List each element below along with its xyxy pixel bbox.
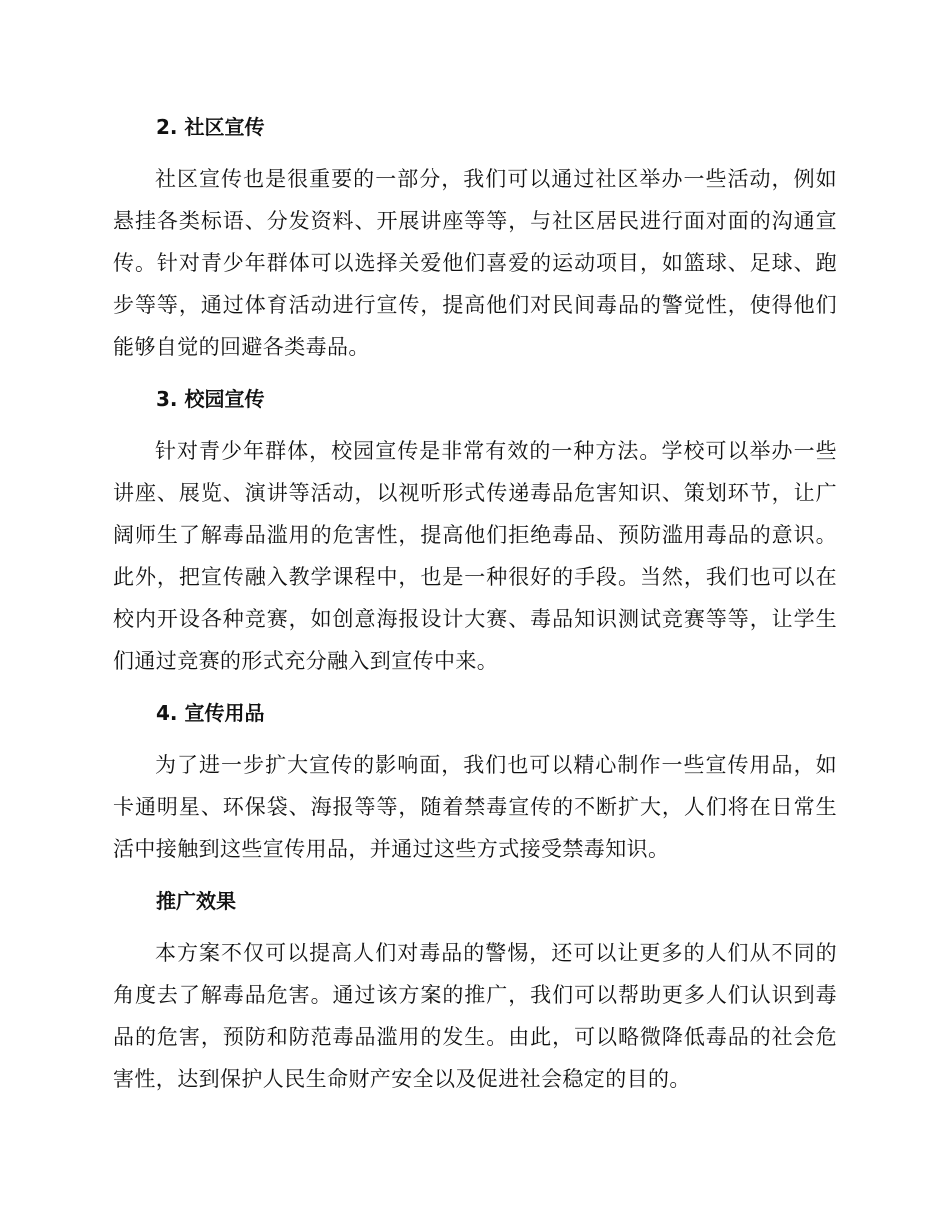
section-body-community: 社区宣传也是很重要的一部分，我们可以通过社区举办一些活动，例如悬挂各类标语、分发资料、开展讲座等等，与社区居民进行面对面的沟通宣传。针对青少年群体可以选择关爱他们喜爱的运动项目，如篮球、足球、跑步等等，通过体育活动进行宣传，提高他们对民间毒品的警觉性，使得他们能够自觉的回避各类毒品。 bbox=[113, 167, 837, 359]
section-body-campus: 针对青少年群体，校园宣传是非常有效的一种方法。学校可以举办一些讲座、展览、演讲等活动，以视听形式传递毒品危害知识、策划环节，让广阔师生了解毒品滥用的危害性，提高他们拒绝毒品、预防滥用毒品的意识。此外，把宣传融入教学课程中，也是一种很好的手段。当然，我们也可以在校内开设各种竞赛，如创意海报设计大赛、毒品知识测试竞赛等等，让学生们通过竞赛的形式充分融入到宣传中来。 bbox=[113, 439, 837, 673]
document-page bbox=[113, 106, 837, 1110]
section-heading-community: 2. 社区宣传 bbox=[156, 115, 265, 139]
section-body-promo-items: 为了进一步扩大宣传的影响面，我们也可以精心制作一些宣传用品，如卡通明星、环保袋、海报等等，随着禁毒宣传的不断扩大，人们将在日常生活中接触到这些宣传用品，并通过这些方式接受禁毒知识。 bbox=[113, 753, 837, 861]
section-body-effect: 本方案不仅可以提高人们对毒品的警惕，还可以让更多的人们从不同的角度去了解毒品危害。通过该方案的推广，我们可以帮助更多人们认识到毒品的危害，预防和防范毒品滥用的发生。由此，可以略微降低毒品的社会危害性，达到保护人民生命财产安全以及促进社会稳定的目的。 bbox=[113, 941, 837, 1091]
section-heading-campus: 3. 校园宣传 bbox=[156, 387, 265, 411]
section-heading-effect: 推广效果 bbox=[156, 889, 236, 913]
section-heading-promo-items: 4. 宣传用品 bbox=[156, 701, 265, 725]
